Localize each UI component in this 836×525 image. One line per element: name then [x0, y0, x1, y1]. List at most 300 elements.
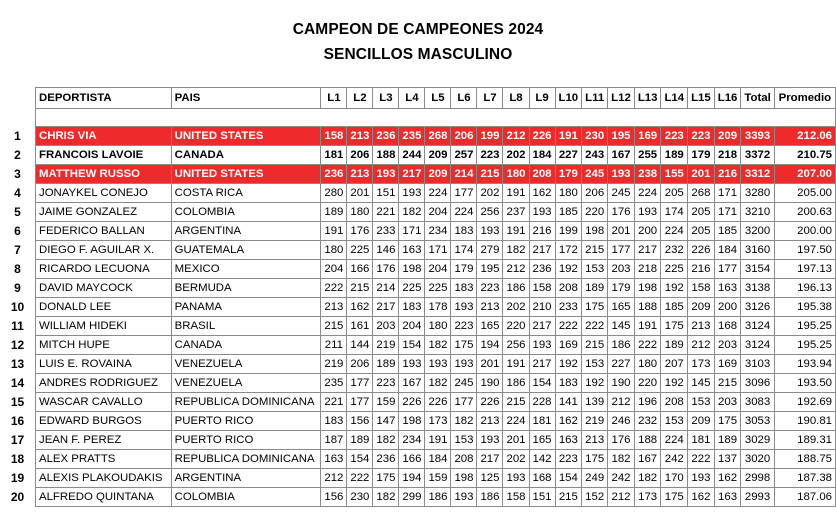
- game-score: 184: [714, 241, 741, 260]
- column-header: DEPORTISTA: [36, 88, 172, 109]
- game-score: 228: [529, 393, 555, 412]
- game-score: 179: [608, 279, 635, 298]
- game-score: 186: [503, 279, 529, 298]
- table-row: [36, 203, 836, 222]
- total-score: 3124: [741, 336, 774, 355]
- game-score: 220: [503, 317, 529, 336]
- column-header: Promedio: [774, 88, 835, 109]
- rank-number: 16: [10, 413, 25, 428]
- game-score: 210: [529, 298, 555, 317]
- game-score: 141: [555, 393, 582, 412]
- game-score: 173: [688, 355, 715, 374]
- game-score: 191: [503, 222, 529, 241]
- game-score: 216: [688, 260, 715, 279]
- game-score: 182: [399, 203, 425, 222]
- game-score: 154: [347, 450, 373, 469]
- game-score: 206: [451, 127, 477, 146]
- game-score: 245: [582, 165, 608, 184]
- game-score: 171: [714, 203, 741, 222]
- total-score: 2998: [741, 469, 774, 488]
- game-score: 219: [321, 355, 347, 374]
- game-score: 179: [555, 165, 582, 184]
- game-score: 191: [503, 355, 529, 374]
- game-score: 206: [582, 184, 608, 203]
- game-score: 189: [347, 431, 373, 450]
- player-name: ALFREDO QUINTANA: [36, 488, 172, 507]
- game-score: 192: [661, 374, 688, 393]
- game-score: 193: [688, 469, 715, 488]
- rank-number: 18: [10, 451, 25, 466]
- average-score: 200.00: [774, 222, 835, 241]
- game-score: 181: [529, 412, 555, 431]
- rank-number: 6: [14, 223, 21, 238]
- game-score: 158: [688, 279, 715, 298]
- game-score: 177: [347, 374, 373, 393]
- game-score: 180: [634, 355, 661, 374]
- game-score: 176: [608, 431, 635, 450]
- table-row: [36, 298, 836, 317]
- game-score: 217: [634, 241, 661, 260]
- game-score: 215: [582, 336, 608, 355]
- rank-number: 14: [10, 375, 25, 390]
- spacer-row: [36, 109, 836, 127]
- game-score: 177: [451, 393, 477, 412]
- game-score: 175: [582, 450, 608, 469]
- game-score: 219: [373, 336, 399, 355]
- game-score: 193: [451, 355, 477, 374]
- average-score: 193.94: [774, 355, 835, 374]
- game-score: 191: [321, 222, 347, 241]
- game-score: 215: [555, 488, 582, 507]
- player-country: PUERTO RICO: [171, 431, 321, 450]
- game-score: 162: [688, 488, 715, 507]
- player-name: MITCH HUPE: [36, 336, 172, 355]
- game-score: 226: [399, 393, 425, 412]
- game-score: 192: [555, 355, 582, 374]
- player-country: VENEZUELA: [171, 355, 321, 374]
- game-score: 256: [503, 336, 529, 355]
- game-score: 194: [477, 336, 503, 355]
- game-score: 198: [399, 260, 425, 279]
- game-score: 146: [373, 241, 399, 260]
- table-row: [36, 260, 836, 279]
- game-score: 192: [661, 279, 688, 298]
- game-score: 204: [399, 317, 425, 336]
- game-score: 212: [688, 336, 715, 355]
- game-score: 226: [688, 241, 715, 260]
- column-header: L14: [661, 88, 688, 109]
- game-score: 181: [321, 146, 347, 165]
- game-score: 205: [688, 222, 715, 241]
- player-name: FEDERICO BALLAN: [36, 222, 172, 241]
- game-score: 199: [477, 127, 503, 146]
- game-score: 244: [399, 146, 425, 165]
- player-country: UNITED STATES: [171, 165, 321, 184]
- game-score: 206: [347, 355, 373, 374]
- game-score: 162: [347, 298, 373, 317]
- game-score: 245: [608, 184, 635, 203]
- player-country: REPUBLICA DOMINICANA: [171, 450, 321, 469]
- game-score: 175: [661, 317, 688, 336]
- game-score: 182: [608, 450, 635, 469]
- player-name: WASCAR CAVALLO: [36, 393, 172, 412]
- game-score: 279: [477, 241, 503, 260]
- game-score: 189: [373, 355, 399, 374]
- game-score: 189: [661, 146, 688, 165]
- game-score: 224: [634, 184, 661, 203]
- total-score: 3372: [741, 146, 774, 165]
- game-score: 242: [608, 469, 635, 488]
- game-score: 186: [477, 488, 503, 507]
- game-score: 203: [714, 393, 741, 412]
- column-header: L1: [321, 88, 347, 109]
- rank-number: 2: [14, 147, 21, 162]
- average-score: 187.38: [774, 469, 835, 488]
- player-country: CANADA: [171, 146, 321, 165]
- game-score: 166: [399, 450, 425, 469]
- player-country: COSTA RICA: [171, 184, 321, 203]
- game-score: 168: [714, 317, 741, 336]
- game-score: 209: [688, 412, 715, 431]
- game-score: 175: [451, 336, 477, 355]
- game-score: 193: [634, 203, 661, 222]
- game-score: 208: [661, 393, 688, 412]
- game-score: 182: [425, 336, 451, 355]
- game-score: 204: [425, 203, 451, 222]
- game-score: 151: [373, 184, 399, 203]
- game-score: 153: [688, 393, 715, 412]
- player-country: COLOMBIA: [171, 488, 321, 507]
- total-score: 3020: [741, 450, 774, 469]
- player-country: ARGENTINA: [171, 222, 321, 241]
- game-score: 165: [608, 298, 635, 317]
- player-name: LUIS E. ROVAINA: [36, 355, 172, 374]
- rank-number: 4: [14, 185, 21, 200]
- game-score: 170: [661, 469, 688, 488]
- game-score: 187: [321, 431, 347, 450]
- game-score: 156: [321, 488, 347, 507]
- game-score: 209: [714, 127, 741, 146]
- rank-number: 10: [10, 299, 25, 314]
- game-score: 183: [451, 279, 477, 298]
- average-score: 195.25: [774, 336, 835, 355]
- total-score: 3124: [741, 317, 774, 336]
- game-score: 219: [582, 412, 608, 431]
- game-score: 151: [529, 488, 555, 507]
- game-score: 217: [529, 241, 555, 260]
- total-score: 3312: [741, 165, 774, 184]
- game-score: 214: [373, 279, 399, 298]
- game-score: 193: [608, 165, 635, 184]
- game-score: 249: [582, 469, 608, 488]
- total-score: 3029: [741, 431, 774, 450]
- game-score: 192: [555, 260, 582, 279]
- game-score: 179: [688, 146, 715, 165]
- game-score: 178: [425, 298, 451, 317]
- game-score: 212: [608, 488, 635, 507]
- average-score: 187.06: [774, 488, 835, 507]
- game-score: 225: [425, 279, 451, 298]
- player-name: FRANCOIS LAVOIE: [36, 146, 172, 165]
- game-score: 180: [425, 317, 451, 336]
- game-score: 167: [608, 146, 635, 165]
- game-score: 203: [608, 260, 635, 279]
- average-score: 205.00: [774, 184, 835, 203]
- player-name: CHRIS VIA: [36, 127, 172, 146]
- player-country: UNITED STATES: [171, 127, 321, 146]
- game-score: 209: [425, 165, 451, 184]
- game-score: 198: [399, 412, 425, 431]
- game-score: 156: [347, 412, 373, 431]
- total-score: 3160: [741, 241, 774, 260]
- average-score: 195.25: [774, 317, 835, 336]
- rank-number: 7: [14, 242, 21, 257]
- game-score: 125: [477, 469, 503, 488]
- column-header: L2: [347, 88, 373, 109]
- game-score: 223: [477, 279, 503, 298]
- game-score: 208: [555, 279, 582, 298]
- game-score: 243: [582, 146, 608, 165]
- game-score: 193: [451, 488, 477, 507]
- table-row: [36, 412, 836, 431]
- total-score: 3096: [741, 374, 774, 393]
- game-score: 182: [503, 241, 529, 260]
- game-score: 221: [321, 393, 347, 412]
- game-score: 158: [503, 488, 529, 507]
- total-score: 3126: [741, 298, 774, 317]
- game-score: 145: [608, 317, 635, 336]
- game-score: 137: [714, 450, 741, 469]
- game-score: 174: [661, 203, 688, 222]
- game-score: 280: [321, 184, 347, 203]
- game-score: 202: [503, 146, 529, 165]
- game-score: 213: [347, 127, 373, 146]
- game-score: 234: [399, 431, 425, 450]
- game-score: 213: [477, 412, 503, 431]
- game-score: 182: [425, 374, 451, 393]
- game-score: 177: [608, 241, 635, 260]
- game-score: 222: [688, 450, 715, 469]
- game-score: 192: [582, 374, 608, 393]
- game-score: 153: [582, 355, 608, 374]
- game-score: 173: [634, 488, 661, 507]
- game-score: 153: [661, 412, 688, 431]
- game-score: 225: [399, 279, 425, 298]
- column-header: L16: [714, 88, 741, 109]
- game-score: 159: [425, 469, 451, 488]
- game-score: 223: [555, 450, 582, 469]
- column-header: L15: [688, 88, 715, 109]
- game-score: 212: [321, 469, 347, 488]
- game-score: 200: [634, 222, 661, 241]
- game-score: 222: [582, 317, 608, 336]
- game-score: 179: [451, 260, 477, 279]
- table-row: [36, 241, 836, 260]
- player-country: CANADA: [171, 336, 321, 355]
- average-score: 197.50: [774, 241, 835, 260]
- table-row: [36, 127, 836, 146]
- average-score: 188.75: [774, 450, 835, 469]
- game-score: 190: [608, 374, 635, 393]
- game-score: 185: [555, 203, 582, 222]
- game-score: 236: [373, 127, 399, 146]
- game-score: 198: [582, 222, 608, 241]
- total-score: 3200: [741, 222, 774, 241]
- game-score: 193: [373, 165, 399, 184]
- game-score: 224: [451, 203, 477, 222]
- game-score: 186: [608, 336, 635, 355]
- game-score: 189: [661, 336, 688, 355]
- game-score: 180: [321, 241, 347, 260]
- average-score: 193.50: [774, 374, 835, 393]
- game-score: 225: [347, 241, 373, 260]
- game-score: 158: [321, 127, 347, 146]
- game-score: 233: [555, 298, 582, 317]
- player-name: DONALD LEE: [36, 298, 172, 317]
- player-name: MATTHEW RUSSO: [36, 165, 172, 184]
- game-score: 193: [425, 355, 451, 374]
- player-name: DIEGO F. AGUILAR X.: [36, 241, 172, 260]
- rank-number: 12: [10, 337, 25, 352]
- game-score: 183: [321, 412, 347, 431]
- game-score: 222: [347, 469, 373, 488]
- game-score: 193: [529, 336, 555, 355]
- game-score: 163: [555, 431, 582, 450]
- game-score: 180: [555, 184, 582, 203]
- table-row: [36, 336, 836, 355]
- column-header: L6: [451, 88, 477, 109]
- game-score: 256: [477, 203, 503, 222]
- player-country: VENEZUELA: [171, 374, 321, 393]
- game-score: 222: [634, 336, 661, 355]
- game-score: 223: [373, 374, 399, 393]
- game-score: 257: [451, 146, 477, 165]
- game-score: 232: [634, 412, 661, 431]
- game-score: 212: [503, 127, 529, 146]
- game-score: 189: [321, 203, 347, 222]
- game-score: 236: [529, 260, 555, 279]
- player-country: REPUBLICA DOMINICANA: [171, 393, 321, 412]
- game-score: 204: [321, 260, 347, 279]
- game-score: 238: [634, 165, 661, 184]
- game-score: 217: [529, 355, 555, 374]
- game-score: 209: [425, 146, 451, 165]
- game-score: 220: [582, 203, 608, 222]
- game-score: 175: [582, 298, 608, 317]
- game-score: 206: [347, 146, 373, 165]
- game-score: 217: [399, 165, 425, 184]
- game-score: 154: [555, 469, 582, 488]
- rank-number: 3: [14, 166, 21, 181]
- game-score: 195: [477, 260, 503, 279]
- player-name: JAIME GONZALEZ: [36, 203, 172, 222]
- page-title: CAMPEON DE CAMPEONES 2024: [292, 21, 544, 38]
- total-score: 3138: [741, 279, 774, 298]
- game-score: 199: [555, 222, 582, 241]
- game-score: 208: [529, 165, 555, 184]
- game-score: 168: [529, 469, 555, 488]
- table-row: [36, 279, 836, 298]
- column-header: Total: [741, 88, 774, 109]
- game-score: 201: [503, 431, 529, 450]
- game-score: 163: [714, 279, 741, 298]
- game-score: 180: [503, 165, 529, 184]
- game-score: 193: [529, 203, 555, 222]
- game-score: 189: [582, 279, 608, 298]
- game-score: 191: [503, 184, 529, 203]
- game-score: 185: [714, 222, 741, 241]
- game-score: 212: [608, 393, 635, 412]
- player-country: PANAMA: [171, 298, 321, 317]
- rank-number: 9: [14, 280, 21, 295]
- game-score: 191: [425, 431, 451, 450]
- game-score: 223: [451, 317, 477, 336]
- game-score: 213: [688, 317, 715, 336]
- player-name: DAVID MAYCOCK: [36, 279, 172, 298]
- game-score: 232: [661, 241, 688, 260]
- game-score: 188: [373, 146, 399, 165]
- game-score: 223: [661, 127, 688, 146]
- table-row: [36, 431, 836, 450]
- game-score: 162: [529, 184, 555, 203]
- game-score: 198: [634, 279, 661, 298]
- results-table: [35, 87, 836, 507]
- game-score: 204: [425, 260, 451, 279]
- game-score: 154: [399, 336, 425, 355]
- game-score: 163: [321, 450, 347, 469]
- game-score: 183: [399, 298, 425, 317]
- game-score: 185: [661, 298, 688, 317]
- game-score: 161: [347, 317, 373, 336]
- game-score: 223: [688, 127, 715, 146]
- average-score: 195.38: [774, 298, 835, 317]
- game-score: 158: [529, 279, 555, 298]
- game-score: 165: [529, 431, 555, 450]
- game-score: 202: [503, 450, 529, 469]
- column-header: L8: [503, 88, 529, 109]
- player-name: ALEXIS PLAKOUDAKIS: [36, 469, 172, 488]
- total-score: 3210: [741, 203, 774, 222]
- game-score: 153: [451, 431, 477, 450]
- total-score: 2993: [741, 488, 774, 507]
- game-score: 205: [688, 203, 715, 222]
- game-score: 153: [582, 260, 608, 279]
- game-score: 171: [425, 241, 451, 260]
- column-header: L10: [555, 88, 582, 109]
- game-score: 193: [477, 222, 503, 241]
- game-score: 213: [321, 298, 347, 317]
- game-score: 217: [529, 317, 555, 336]
- table-row: [36, 374, 836, 393]
- game-score: 203: [714, 336, 741, 355]
- game-score: 245: [451, 374, 477, 393]
- game-score: 215: [503, 393, 529, 412]
- game-score: 155: [661, 165, 688, 184]
- game-score: 215: [347, 279, 373, 298]
- game-score: 152: [582, 488, 608, 507]
- game-score: 213: [477, 298, 503, 317]
- game-score: 237: [503, 203, 529, 222]
- average-score: 190.81: [774, 412, 835, 431]
- game-score: 224: [503, 412, 529, 431]
- game-score: 166: [347, 260, 373, 279]
- player-name: JEAN F. PEREZ: [36, 431, 172, 450]
- column-header: L12: [608, 88, 635, 109]
- game-score: 182: [451, 412, 477, 431]
- game-score: 198: [451, 469, 477, 488]
- game-score: 215: [321, 317, 347, 336]
- game-score: 218: [634, 260, 661, 279]
